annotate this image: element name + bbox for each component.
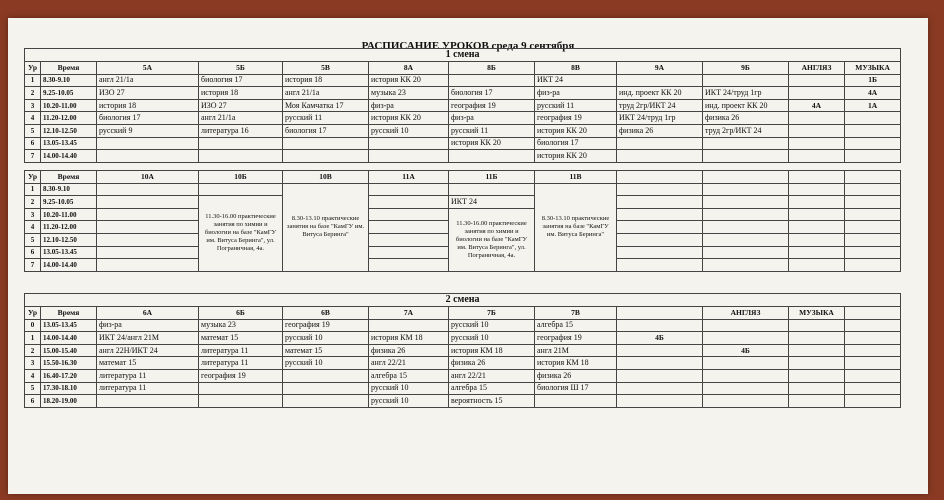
lesson-cell: история КК 20 — [535, 150, 617, 163]
lesson-cell — [369, 208, 449, 221]
header-row — [25, 62, 901, 75]
column-header: 11Б — [449, 171, 535, 184]
column-header: Ур — [25, 62, 41, 75]
lesson-cell — [789, 183, 845, 196]
lesson-cell — [845, 124, 901, 137]
lesson-cell — [789, 137, 845, 150]
lesson-cell — [369, 259, 449, 272]
column-header: 10Б — [199, 171, 283, 184]
lesson-cell: физика 26 — [535, 369, 617, 382]
lesson-cell: ИЗО 27 — [97, 87, 199, 100]
lesson-cell: география 19 — [199, 369, 283, 382]
lesson-cell — [789, 208, 845, 221]
lesson-cell — [199, 150, 283, 163]
lesson-cell: русский 11 — [449, 124, 535, 137]
lesson-cell — [617, 259, 703, 272]
lesson-cell: ИКТ 24/англ 21М — [97, 332, 199, 345]
lesson-cell — [789, 259, 845, 272]
lesson-cell: англ 22Н/ИКТ 24 — [97, 344, 199, 357]
lesson-time: 15.00-15.40 — [41, 344, 97, 357]
block2-table — [24, 170, 901, 272]
lesson-number: 6 — [25, 395, 41, 408]
lesson-cell — [845, 357, 901, 370]
lesson-time: 15.50-16.30 — [41, 357, 97, 370]
lesson-time: 14.00-14.40 — [41, 150, 97, 163]
table-row — [25, 87, 901, 100]
lesson-cell: труд 2гр/ИКТ 24 — [703, 124, 789, 137]
lesson-cell — [617, 369, 703, 382]
lesson-cell — [789, 87, 845, 100]
lesson-cell — [845, 112, 901, 125]
lesson-cell — [703, 246, 789, 259]
lesson-cell: география 19 — [449, 99, 535, 112]
lesson-cell — [789, 369, 845, 382]
practice-note-11v: 8.30-13.10 практические занятия на базе "КамГУ им. Витуса Беринга" — [535, 183, 617, 271]
table-row — [25, 395, 901, 408]
lesson-cell — [703, 357, 789, 370]
lesson-cell: математ 15 — [199, 332, 283, 345]
lesson-cell — [97, 221, 199, 234]
lesson-cell — [369, 137, 449, 150]
lesson-cell — [617, 208, 703, 221]
lesson-number: 6 — [25, 137, 41, 150]
lesson-cell — [199, 395, 283, 408]
lesson-cell — [199, 183, 283, 196]
lesson-time: 17.30-18.10 — [41, 382, 97, 395]
lesson-cell — [789, 150, 845, 163]
lesson-cell: англ 22/21 — [449, 369, 535, 382]
header-row — [25, 307, 901, 320]
lesson-number: 5 — [25, 124, 41, 137]
lesson-cell — [789, 124, 845, 137]
lesson-cell: русский 10 — [369, 382, 449, 395]
lesson-cell: русский 10 — [283, 357, 369, 370]
lesson-cell — [703, 259, 789, 272]
lesson-cell: история КК 20 — [369, 74, 449, 87]
lesson-cell: литература 11 — [199, 357, 283, 370]
lesson-cell: математ 15 — [97, 357, 199, 370]
column-header: 5В — [283, 62, 369, 75]
lesson-cell — [617, 183, 703, 196]
table-row — [25, 137, 901, 150]
lesson-cell: биология 17 — [199, 74, 283, 87]
lesson-cell: алгебра 15 — [449, 382, 535, 395]
lesson-cell — [369, 221, 449, 234]
lesson-time: 13.05-13.45 — [41, 137, 97, 150]
lesson-cell — [789, 221, 845, 234]
column-header: 10А — [97, 171, 199, 184]
lesson-cell: русский 10 — [369, 124, 449, 137]
shift-label: 1 смена — [25, 49, 901, 62]
lesson-cell: физика 26 — [703, 112, 789, 125]
table-row — [25, 196, 901, 209]
lesson-cell — [703, 137, 789, 150]
lesson-cell: ИЗО 27 — [199, 99, 283, 112]
column-header: 5А — [97, 62, 199, 75]
lesson-cell: 4А — [845, 87, 901, 100]
lesson-cell: 1А — [845, 99, 901, 112]
lesson-cell: англ 21М — [535, 344, 617, 357]
lesson-cell — [789, 357, 845, 370]
lesson-cell: биология 17 — [97, 112, 199, 125]
lesson-cell: труд 2гр/ИКТ 24 — [617, 99, 703, 112]
lesson-time: 10.20-11.00 — [41, 99, 97, 112]
lesson-cell: русский 10 — [449, 319, 535, 332]
lesson-cell: Моя Камчатка 17 — [283, 99, 369, 112]
lesson-cell: русский 10 — [449, 332, 535, 345]
lesson-cell: ИКТ 24/труд 1гр — [703, 87, 789, 100]
lesson-cell: физ-ра — [369, 99, 449, 112]
table-row — [25, 99, 901, 112]
lesson-time: 11.20-12.00 — [41, 221, 97, 234]
lesson-cell — [845, 259, 901, 272]
lesson-cell — [449, 183, 535, 196]
lesson-cell — [199, 137, 283, 150]
lesson-cell: литература 11 — [199, 344, 283, 357]
lesson-cell: история КК 20 — [369, 112, 449, 125]
lesson-cell: литература 11 — [97, 382, 199, 395]
lesson-cell — [789, 196, 845, 209]
lesson-cell: литература 11 — [97, 369, 199, 382]
table-row — [25, 183, 901, 196]
lesson-cell — [535, 395, 617, 408]
column-header — [703, 171, 789, 184]
lesson-cell: физ-ра — [535, 87, 617, 100]
lesson-cell: биология Ш 17 — [535, 382, 617, 395]
lesson-cell — [789, 246, 845, 259]
lesson-cell — [703, 221, 789, 234]
lesson-cell: история 18 — [283, 74, 369, 87]
lesson-cell — [845, 150, 901, 163]
lesson-cell — [97, 183, 199, 196]
lesson-number: 5 — [25, 233, 41, 246]
column-header — [845, 307, 901, 320]
lesson-cell — [845, 233, 901, 246]
column-header: Ур — [25, 307, 41, 320]
lesson-cell: русский 9 — [97, 124, 199, 137]
lesson-cell: география 19 — [535, 112, 617, 125]
lesson-cell: математ 15 — [283, 344, 369, 357]
lesson-cell: русский 11 — [535, 99, 617, 112]
column-header — [617, 307, 703, 320]
lesson-number: 7 — [25, 259, 41, 272]
lesson-cell — [97, 150, 199, 163]
lesson-time: 14.00-14.40 — [41, 332, 97, 345]
lesson-time: 10.20-11.00 — [41, 208, 97, 221]
column-header: МУЗЫКА — [845, 62, 901, 75]
lesson-cell — [283, 382, 369, 395]
lesson-cell: англ 21/1а — [283, 87, 369, 100]
lesson-cell — [369, 196, 449, 209]
lesson-cell — [789, 344, 845, 357]
lesson-cell — [617, 319, 703, 332]
column-header: Ур — [25, 171, 41, 184]
table-row — [25, 369, 901, 382]
lesson-cell — [845, 319, 901, 332]
lesson-number: 3 — [25, 99, 41, 112]
lesson-cell — [845, 208, 901, 221]
lesson-number: 1 — [25, 74, 41, 87]
lesson-cell — [789, 112, 845, 125]
lesson-cell — [283, 395, 369, 408]
column-header: Время — [41, 62, 97, 75]
lesson-cell — [789, 74, 845, 87]
table-row — [25, 344, 901, 357]
lesson-cell — [789, 233, 845, 246]
lesson-cell: англ 21/1а — [97, 74, 199, 87]
column-header: 10В — [283, 171, 369, 184]
lesson-cell — [789, 382, 845, 395]
lesson-cell — [845, 196, 901, 209]
lesson-cell: история 18 — [97, 99, 199, 112]
lesson-number: 3 — [25, 208, 41, 221]
lesson-cell: история КМ 18 — [535, 357, 617, 370]
column-header: Время — [41, 171, 97, 184]
header-row — [25, 171, 901, 184]
lesson-cell — [97, 137, 199, 150]
column-header — [617, 171, 703, 184]
shift-label: 2 смена — [25, 294, 901, 307]
lesson-cell — [369, 233, 449, 246]
lesson-cell: география 19 — [535, 332, 617, 345]
lesson-cell — [789, 332, 845, 345]
lesson-cell: литература 16 — [199, 124, 283, 137]
shift1-table — [24, 48, 901, 163]
column-header: 5Б — [199, 62, 283, 75]
lesson-cell: физ-ра — [97, 319, 199, 332]
lesson-cell: 1Б — [845, 74, 901, 87]
lesson-time: 12.10-12.50 — [41, 233, 97, 246]
table-row — [25, 382, 901, 395]
lesson-cell — [703, 332, 789, 345]
lesson-cell: история КМ 18 — [449, 344, 535, 357]
lesson-cell: география 19 — [283, 319, 369, 332]
lesson-cell — [369, 183, 449, 196]
column-header: 9А — [617, 62, 703, 75]
lesson-number: 5 — [25, 382, 41, 395]
lesson-cell — [617, 196, 703, 209]
table-row — [25, 319, 901, 332]
lesson-cell: физ-ра — [449, 112, 535, 125]
lesson-cell — [703, 233, 789, 246]
lesson-cell — [199, 382, 283, 395]
lesson-cell: история КК 20 — [449, 137, 535, 150]
lesson-cell: вероятность 15 — [449, 395, 535, 408]
column-header: 7В — [535, 307, 617, 320]
lesson-time: 9.25-10.05 — [41, 196, 97, 209]
practice-note-10b: 11.30-16.00 практические занятия по химии и биологии на базе "КамГУ им. Витуса Беринга", ул. Пограничная, 4а. — [199, 196, 283, 272]
lesson-cell — [617, 221, 703, 234]
lesson-cell: биология 17 — [283, 124, 369, 137]
lesson-cell — [97, 246, 199, 259]
lesson-cell — [283, 150, 369, 163]
column-header: 11В — [535, 171, 617, 184]
lesson-cell: ИКТ 24 — [535, 74, 617, 87]
lesson-cell — [449, 150, 535, 163]
lesson-cell — [617, 395, 703, 408]
column-header: Время — [41, 307, 97, 320]
lesson-cell: история КМ 18 — [369, 332, 449, 345]
lesson-cell — [449, 74, 535, 87]
lesson-cell — [845, 369, 901, 382]
table-row — [25, 332, 901, 345]
lesson-cell — [97, 208, 199, 221]
lesson-cell — [789, 319, 845, 332]
lesson-time: 8.30-9.10 — [41, 74, 97, 87]
lesson-number: 4 — [25, 112, 41, 125]
column-header: МУЗЫКА — [789, 307, 845, 320]
lesson-cell — [617, 382, 703, 395]
lesson-cell — [845, 137, 901, 150]
lesson-cell — [369, 150, 449, 163]
lesson-cell — [845, 246, 901, 259]
column-header — [845, 171, 901, 184]
lesson-cell: алгебра 15 — [535, 319, 617, 332]
lesson-cell — [617, 233, 703, 246]
lesson-cell — [845, 382, 901, 395]
column-header: 6Б — [199, 307, 283, 320]
lesson-cell — [703, 183, 789, 196]
lesson-cell — [617, 74, 703, 87]
page-title: РАСПИСАНИЕ УРОКОВ среда 9 сентября — [361, 40, 575, 52]
table-row — [25, 208, 901, 221]
lesson-cell — [97, 233, 199, 246]
lesson-cell: физика 26 — [369, 344, 449, 357]
column-header: 7А — [369, 307, 449, 320]
lesson-cell — [845, 221, 901, 234]
table-row — [25, 112, 901, 125]
lesson-cell: 4А — [789, 99, 845, 112]
lesson-number: 4 — [25, 221, 41, 234]
lesson-cell — [789, 395, 845, 408]
lesson-cell — [617, 357, 703, 370]
lesson-cell: англ 22/21 — [369, 357, 449, 370]
lesson-cell: история 18 — [199, 87, 283, 100]
lesson-time: 12.10-12.50 — [41, 124, 97, 137]
lesson-number: 7 — [25, 150, 41, 163]
lesson-cell — [617, 137, 703, 150]
practice-note-11b: 11.30-16.00 практические занятия по химии и биологии на базе "КамГУ им. Витуса Беринга", ул. Пограничная, 4а. — [449, 208, 535, 271]
lesson-number: 1 — [25, 332, 41, 345]
lesson-time: 11.20-12.00 — [41, 112, 97, 125]
lesson-number: 2 — [25, 344, 41, 357]
column-header — [789, 171, 845, 184]
lesson-time: 9.25-10.05 — [41, 87, 97, 100]
lesson-cell — [703, 382, 789, 395]
practice-note-10v: 8.30-13.10 практические занятия на базе "КамГУ им. Витуса Беринга" — [283, 183, 369, 271]
lesson-cell — [617, 150, 703, 163]
lesson-cell: биология 17 — [535, 137, 617, 150]
lesson-number: 3 — [25, 357, 41, 370]
table-row — [25, 150, 901, 163]
lesson-cell: алгебра 15 — [369, 369, 449, 382]
lesson-number: 1 — [25, 183, 41, 196]
lesson-cell — [617, 246, 703, 259]
lesson-cell: ИКТ 24/труд 1гр — [617, 112, 703, 125]
lesson-number: 2 — [25, 87, 41, 100]
lesson-cell: физика 26 — [617, 124, 703, 137]
lesson-cell — [703, 369, 789, 382]
lesson-cell — [283, 137, 369, 150]
lesson-cell — [845, 183, 901, 196]
lesson-number: 0 — [25, 319, 41, 332]
column-header: 11А — [369, 171, 449, 184]
lesson-cell: биология 17 — [449, 87, 535, 100]
column-header: 8В — [535, 62, 617, 75]
lesson-cell: история КК 20 — [535, 124, 617, 137]
lesson-cell: русский 10 — [369, 395, 449, 408]
column-header: 6А — [97, 307, 199, 320]
lesson-cell — [703, 319, 789, 332]
lesson-cell — [703, 208, 789, 221]
lesson-cell — [369, 246, 449, 259]
lesson-cell: инд. проект КК 20 — [703, 99, 789, 112]
lesson-number: 4 — [25, 369, 41, 382]
lesson-cell — [845, 332, 901, 345]
lesson-cell: ИКТ 24 — [449, 196, 535, 209]
lesson-time: 16.40-17.20 — [41, 369, 97, 382]
lesson-cell: музыка 23 — [199, 319, 283, 332]
lesson-cell — [703, 74, 789, 87]
column-header: 6В — [283, 307, 369, 320]
lesson-cell — [97, 259, 199, 272]
lesson-cell — [845, 344, 901, 357]
column-header: 8А — [369, 62, 449, 75]
lesson-cell — [703, 395, 789, 408]
table-row — [25, 124, 901, 137]
column-header: 7Б — [449, 307, 535, 320]
lesson-cell: русский 11 — [283, 112, 369, 125]
column-header: АНГЛЯЗ — [789, 62, 845, 75]
column-header: 9Б — [703, 62, 789, 75]
lesson-number: 6 — [25, 246, 41, 259]
lesson-cell — [283, 369, 369, 382]
lesson-cell: инд. проект КК 20 — [617, 87, 703, 100]
lesson-cell: физика 26 — [449, 357, 535, 370]
column-header: 8Б — [449, 62, 535, 75]
lesson-cell: англ 21/1а — [199, 112, 283, 125]
column-header: АНГЛЯЗ — [703, 307, 789, 320]
lesson-time: 14.00-14.40 — [41, 259, 97, 272]
lesson-cell — [703, 196, 789, 209]
lesson-cell — [97, 196, 199, 209]
lesson-cell — [617, 344, 703, 357]
lesson-cell: музыка 23 — [369, 87, 449, 100]
lesson-cell: русский 10 — [283, 332, 369, 345]
lesson-cell: 4Б — [703, 344, 789, 357]
lesson-time: 13.05-13.45 — [41, 319, 97, 332]
lesson-time: 18.20-19.00 — [41, 395, 97, 408]
lesson-time: 13.05-13.45 — [41, 246, 97, 259]
lesson-cell — [703, 150, 789, 163]
table-row — [25, 357, 901, 370]
lesson-cell: 4Б — [617, 332, 703, 345]
lesson-cell — [97, 395, 199, 408]
lesson-cell — [845, 395, 901, 408]
lesson-cell — [369, 319, 449, 332]
table-row — [25, 74, 901, 87]
shift2-table — [24, 293, 901, 408]
lesson-number: 2 — [25, 196, 41, 209]
lesson-time: 8.30-9.10 — [41, 183, 97, 196]
